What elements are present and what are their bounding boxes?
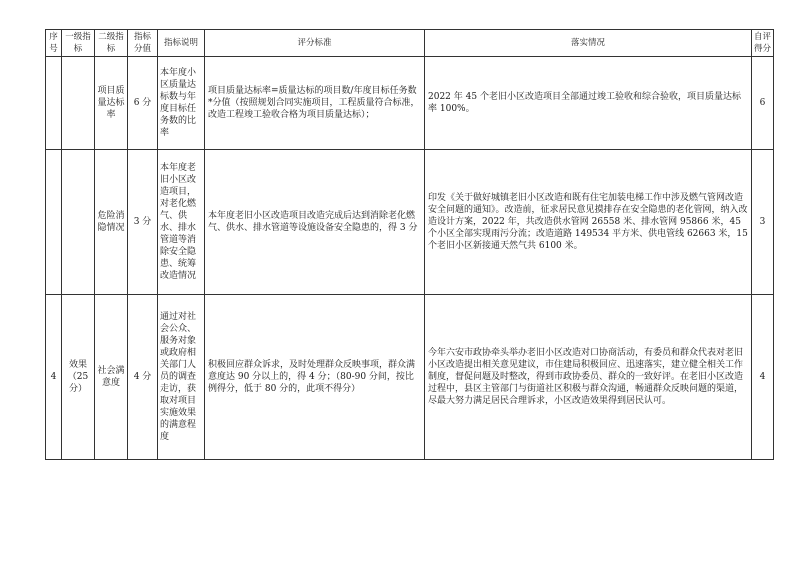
header-score: 指标分值	[128, 30, 158, 57]
index-cell-empty	[46, 57, 62, 150]
table-header-row	[46, 30, 774, 57]
self-score-cell: 6	[752, 57, 774, 150]
evaluation-table	[45, 29, 774, 460]
criteria-cell: 项目质量达标率=质量达标的项目数/年度目标任务数*分值（按照规划合同实施项目，工程质量符合标准，改造工程竣工验收合格为项目质量达标）；	[205, 57, 425, 150]
header-index: 序号	[46, 30, 62, 57]
implementation-cell: 印发《关于做好城镇老旧小区改造和既有住宅加装电梯工作中涉及燃气管网改造安全问题的通知》。改造前，征求居民意见摸排存在安全隐患的老化管网，纳入改造设计方案，2022 年，共改造供水管网 26558 米、排水管网 95866 米，45 个小区全部实现雨污分流；改造道路 149534 平方米、供电管线 62663 米，15 个老旧小区新接通天然气共 6100 米。	[425, 150, 752, 295]
header-self-score: 自评得分	[752, 30, 774, 57]
implementation-cell: 2022 年 45 个老旧小区改造项目全部通过竣工验收和综合验收，项目质量达标率 100%。	[425, 57, 752, 150]
header-level1: 一级指标	[62, 30, 95, 57]
header-criteria: 评分标准	[205, 30, 425, 57]
desc-cell: 通过对社会公众、服务对象或政府相关部门人员的调查走访，获取对项目实施效果的满意程度	[158, 295, 205, 460]
table-row	[46, 295, 774, 460]
criteria-cell: 积极回应群众诉求，及时处理群众反映事项，群众满意度达 90 分以上的，得 4 分；（80-90 分间，按比例得分，低于 80 分的，此项不得分）	[205, 295, 425, 460]
self-score-cell: 4	[752, 295, 774, 460]
table-row	[46, 57, 774, 150]
level2-cell: 危险消隐情况	[95, 150, 128, 295]
level1-cell: 效果（25分）	[62, 295, 95, 460]
implementation-cell: 今年六安市政协牵头举办老旧小区改造对口协商活动，有委员和群众代表对老旧小区改造提出相关意见建议，市住建局积极回应、迅速落实，建立健全相关工作制度，督促问题及时整改，得到市政协委员、群众的一致好评。在老旧小区改造过程中，县区主管部门与街道社区积极与群众沟通，畅通群众反映问题的渠道，尽最大努力满足居民合理诉求，小区改造效果得到居民认可。	[425, 295, 752, 460]
index-cell-empty	[46, 150, 62, 295]
table-row	[46, 150, 774, 295]
header-level2: 二级指标	[95, 30, 128, 57]
level1-cell-empty	[62, 57, 95, 150]
level2-cell: 社会满意度	[95, 295, 128, 460]
level1-cell-empty	[62, 150, 95, 295]
index-cell: 4	[46, 295, 62, 460]
header-desc: 指标说明	[158, 30, 205, 57]
score-cell: 3 分	[128, 150, 158, 295]
score-cell: 4 分	[128, 295, 158, 460]
desc-cell: 本年度老旧小区改造项目，对老化燃气、供水、排水管道等消除安全隐患、统筹改造情况	[158, 150, 205, 295]
self-score-cell: 3	[752, 150, 774, 295]
header-implementation: 落实情况	[425, 30, 752, 57]
level2-cell: 项目质量达标率	[95, 57, 128, 150]
desc-cell: 本年度小区质量达标数与年度目标任务数的比率	[158, 57, 205, 150]
score-cell: 6 分	[128, 57, 158, 150]
criteria-cell: 本年度老旧小区改造项目改造完成后达到消除老化燃气、供水、排水管道等设施设备安全隐患的，得 3 分	[205, 150, 425, 295]
